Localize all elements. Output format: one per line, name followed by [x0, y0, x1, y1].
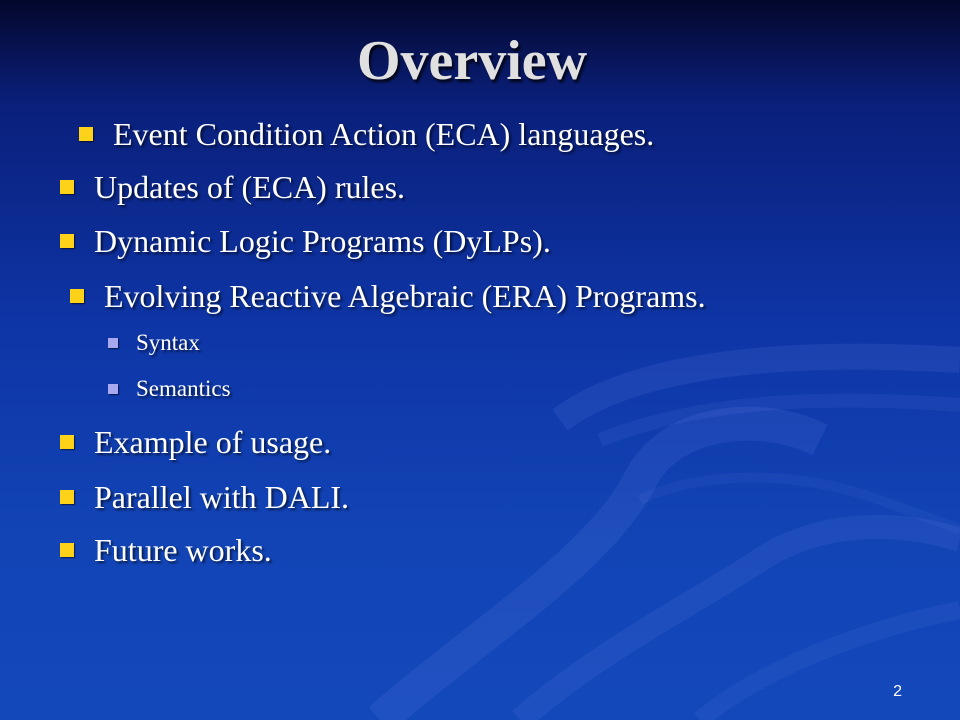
bullet-text: Example of usage. — [94, 423, 332, 460]
bullet-item-era-programs — [60, 276, 706, 316]
square-sub-bullet-icon — [108, 384, 118, 394]
bullet-text: Dynamic Logic Programs (DyLPs). — [94, 222, 551, 259]
bullet-text: Parallel with DALI. — [94, 478, 350, 515]
bullet-item-eca-updates — [60, 167, 405, 207]
sub-bullet-text: Syntax — [136, 330, 200, 355]
bullet-text: Future works. — [94, 531, 272, 568]
bullet-text: Evolving Reactive Algebraic (ERA) Programs. — [104, 277, 706, 314]
bullet-item-example — [60, 422, 331, 462]
square-bullet-icon — [79, 127, 93, 141]
square-bullet-icon — [60, 490, 74, 504]
square-sub-bullet-icon — [108, 338, 118, 348]
sub-bullet-item-syntax — [108, 328, 200, 358]
bullet-item-eca-languages — [60, 114, 654, 154]
sub-bullet-item-semantics — [108, 374, 231, 404]
bullet-item-future-works — [60, 530, 272, 570]
page-number: 2 — [893, 683, 902, 700]
square-bullet-icon — [60, 234, 74, 248]
square-bullet-icon — [60, 435, 74, 449]
square-bullet-icon — [60, 180, 74, 194]
slide-title: Overview — [356, 30, 588, 92]
square-bullet-icon — [60, 543, 74, 557]
bullet-item-dylps — [60, 221, 551, 261]
bullet-item-dali — [60, 477, 349, 517]
sub-bullet-text: Semantics — [136, 376, 231, 401]
bullet-text: Event Condition Action (ECA) languages. — [113, 115, 655, 152]
square-bullet-icon — [70, 289, 84, 303]
bullet-text: Updates of (ECA) rules. — [94, 168, 406, 205]
